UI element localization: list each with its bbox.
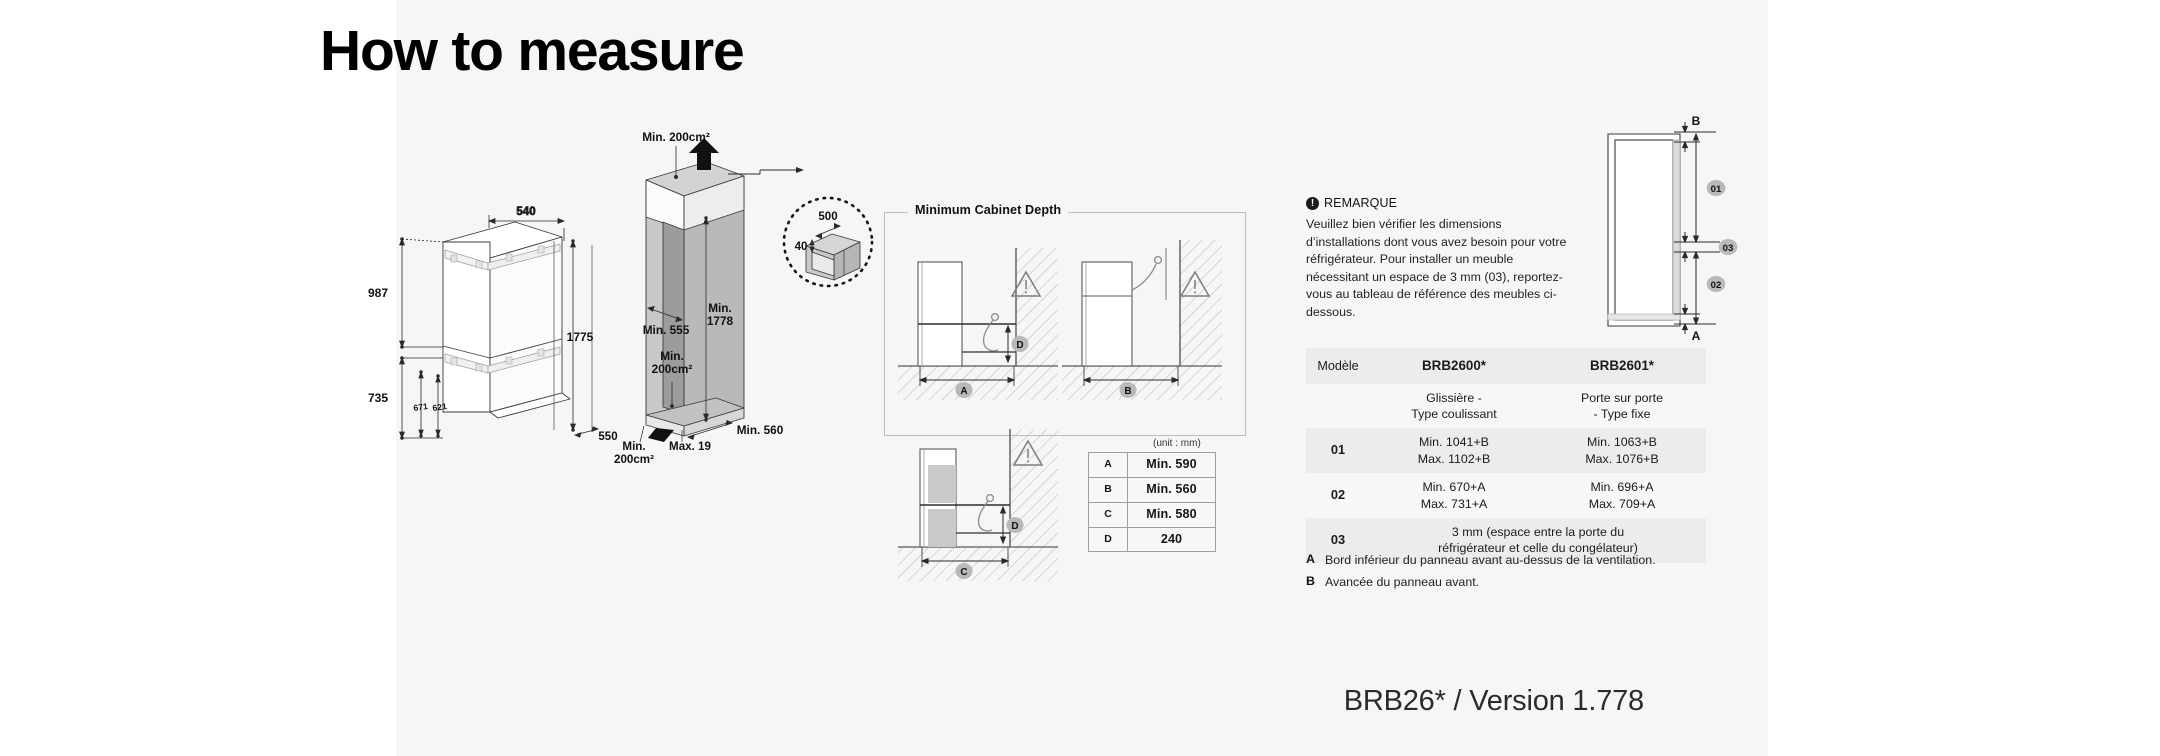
svg-text:03: 03 [1722,243,1734,254]
svg-text:C: C [960,567,968,578]
remark-note-body: Veuillez bien vérifier les dimensions d’installations dont vous avez besoin pour votre réfrigérateur. Pour installer un meuble nécessitant un espace de 3 mm (03), reportez-vous au tableau de référence des meubles ci-dessous. [1306,217,1567,320]
label-vent-inner-line1: Min. [660,349,684,363]
remark-note-title: REMARQUE [1324,196,1398,210]
marker-01 [1707,180,1726,196]
page-title: How to measure [320,19,744,83]
marker-a [955,382,972,398]
svg-text:D: D [1011,521,1019,532]
detail-callout-circle [776,190,880,294]
label-min-1778-line2: 1778 [706,314,734,328]
model-header-col1: BRB2600* [1421,358,1486,373]
svg-text:01: 01 [1710,184,1722,195]
footnote-text: Avancée du panneau avant. [1325,574,1480,589]
depth-value: Min. 590 [1128,453,1216,478]
svg-text:A: A [960,386,968,397]
version-footer: BRB26* / Version 1.778 [1343,685,1644,717]
dim-671: 671 [412,401,429,413]
cabinet-depth-table [1088,452,1216,552]
table-row [1306,428,1706,473]
marker-02 [1707,276,1726,292]
depth-key: C [1089,502,1128,527]
dim-735: 735 [367,391,388,405]
remark-note-header [1306,196,1574,210]
door-label-a: A [1691,329,1701,343]
row-index: 03 [1330,531,1346,547]
row-index: 02 [1330,487,1346,503]
depth-unit-note: (unit : mm) [1153,438,1201,449]
table-row [1306,473,1706,518]
dim-621: 621 [431,401,448,413]
row-span-text: 3 mm (espace entre la porte du réfrigérateur et celle du congélateur) [1438,524,1638,556]
label-min-555: Min. 555 [642,323,690,337]
svg-text:02: 02 [1710,280,1722,291]
label-vent-floor-line2: 200cm² [614,453,654,466]
footnote-key: A [1306,552,1315,566]
depth-diagram-c [898,425,1058,585]
table-row [1089,527,1216,552]
detail-dim-500: 500 [818,211,838,223]
depth-value: Min. 580 [1128,502,1216,527]
model-header-col2: BRB2601* [1589,358,1654,373]
footnote-list [1306,552,1736,595]
marker-d [1006,517,1023,533]
model-subheader-col2: Porte sur porte - Type fixe [1581,390,1663,422]
list-item [1306,552,1736,569]
table-row [1089,477,1216,502]
model-reference-table [1306,348,1706,563]
cabinet-depth-title: Minimum Cabinet Depth [908,203,1068,217]
depth-diagram-b [1062,240,1222,400]
depth-value: 240 [1128,527,1216,552]
exclamation-icon: ! [1306,197,1319,210]
dim-550: 550 [598,431,618,443]
marker-d [1011,336,1028,352]
door-label-b: B [1691,114,1701,128]
footnote-text: Bord inférieur du panneau avant au-dessus de la ventilation. [1325,553,1656,567]
label-min-1778-line1: Min. [708,301,732,315]
row-col2: Min. 696+A Max. 709+A [1588,480,1656,511]
door-panel-diagram [1596,112,1744,343]
depth-key: B [1089,477,1128,502]
model-subheader-col1: Glissière - Type coulissant [1411,390,1497,422]
row-col2: Min. 1063+B Max. 1076+B [1585,435,1659,466]
marker-03 [1719,239,1738,255]
label-vent-top: Min. 200cm² [642,130,710,144]
row-col1: Min. 670+A Max. 731+A [1420,480,1488,511]
remark-note [1306,196,1574,322]
model-subheader-blank [1306,384,1370,429]
row-index: 01 [1330,442,1346,458]
marker-b [1119,382,1136,398]
list-item [1306,574,1736,591]
table-row [1089,502,1216,527]
svg-text:B: B [1124,386,1132,397]
label-max-19: Max. 19 [669,440,711,453]
table-row [1089,453,1216,478]
table-subheader-row [1306,384,1706,429]
detail-dim-40: 40 [794,241,808,253]
dim-540: 540 [516,206,536,218]
depth-value: Min. 560 [1128,477,1216,502]
marker-c [955,563,972,579]
table-header-row [1306,348,1706,384]
dim-987: 987 [367,286,388,300]
model-header-label: Modèle [1317,358,1359,373]
depth-key: A [1089,453,1128,478]
dim-1775: 1775 [566,330,594,344]
label-vent-floor-line1: Min. [622,440,646,453]
label-vent-inner-line2: 200cm² [651,362,693,376]
label-min-560: Min. 560 [736,423,784,437]
row-col1: Min. 1041+B Max. 1102+B [1417,435,1491,466]
footnote-key: B [1306,573,1315,588]
svg-text:D: D [1016,340,1024,351]
depth-diagram-a [898,240,1058,400]
depth-key: D [1089,527,1128,552]
